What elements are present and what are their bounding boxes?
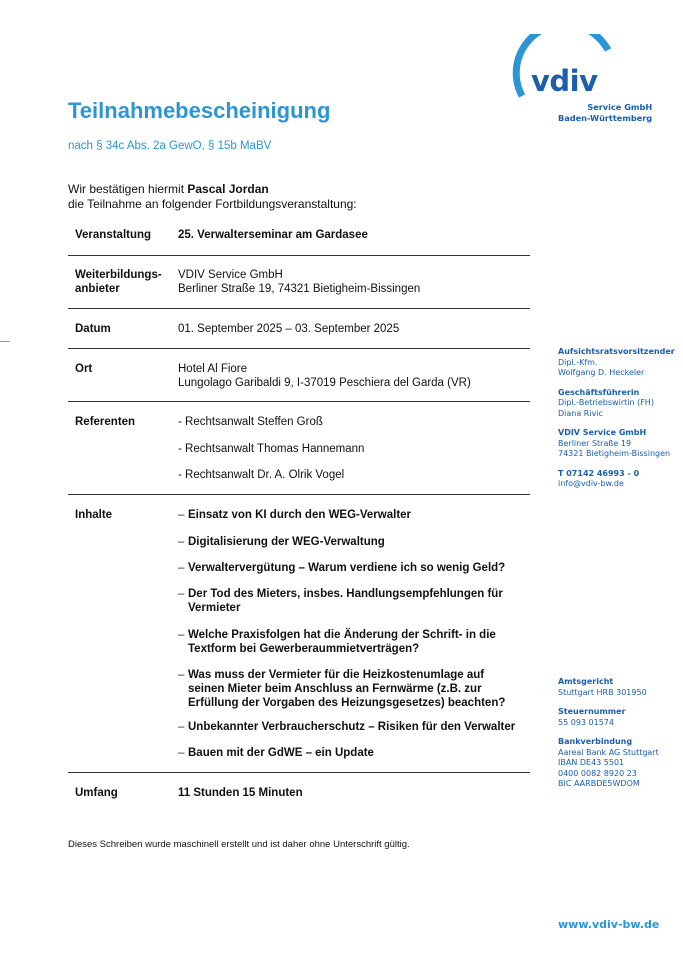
divider: [68, 308, 530, 309]
sidebar-line: Dipl.-Kfm.: [558, 357, 598, 367]
sidebar-line: Stuttgart HRB 301950: [558, 687, 647, 697]
sidebar-line: Dipl.-Betriebswirtin (FH): [558, 398, 654, 407]
divider: [68, 772, 530, 773]
label-veranstaltung: Veranstaltung: [75, 229, 152, 241]
topic-dash: –: [178, 721, 185, 733]
sidebar-line: IBAN DE43 5501: [558, 758, 625, 767]
sidebar-heading: T 07142 46993 - 0: [558, 468, 640, 478]
sidebar-heading: Amtsgericht: [558, 677, 614, 686]
label-anbieter: [75, 268, 162, 296]
sidebar-block: [558, 347, 675, 379]
topic-line: seinen Mieter beim Anschluss an Fernwärme (z.B. zur: [188, 683, 482, 695]
provider-address: Berliner Straße 19, 74321 Bietigheim-Bissingen: [178, 283, 421, 295]
topic-line: Bauen mit der GdWE – ein Update: [188, 747, 374, 759]
sidebar-block: [558, 388, 675, 420]
topic-text: [188, 535, 385, 549]
event-name: 25. Verwalterseminar am Gardasee: [178, 229, 368, 241]
participant-name: Pascal Jordan: [187, 182, 269, 196]
topic-item: [178, 535, 523, 549]
sidebar-line: info@vdiv-bw.de: [558, 479, 624, 488]
topic-text: [188, 508, 411, 522]
topic-text: [188, 668, 505, 710]
speaker-item: - Rechtsanwalt Thomas Hannemann: [178, 443, 365, 455]
sidebar-heading: Steuernummer: [558, 707, 626, 716]
topic-item: [178, 720, 523, 734]
topic-item: [178, 587, 523, 615]
label-ort: Ort: [75, 363, 93, 375]
topic-line: Was muss der Vermieter für die Heizkostenumlage auf: [188, 669, 485, 681]
label-datum: Datum: [75, 323, 111, 335]
topic-text: [188, 746, 374, 760]
venue-address: Lungolago Garibaldi 9, I-37019 Peschiera del Garda (VR): [178, 377, 471, 389]
logo-subtitle: [558, 102, 652, 124]
label-referenten: Referenten: [75, 416, 136, 428]
divider: [68, 494, 530, 495]
value-umfang: [178, 786, 303, 800]
topic-item: [178, 746, 523, 760]
label-anbieter-line1: Weiterbildungs-: [75, 269, 162, 281]
intro-line2: die Teilnahme an folgender Fortbildungsveranstaltung:: [68, 197, 357, 211]
sidebar-line: BIC AARBDE5WDOM: [558, 779, 640, 788]
topic-line: Vermieter: [188, 602, 241, 614]
topic-dash: –: [178, 629, 185, 641]
sidebar-heading: Bankverbindung: [558, 737, 633, 746]
footer-note: Dieses Schreiben wurde maschinell erstellt und ist daher ohne Unterschrift gültig.: [68, 839, 410, 850]
topic-dash: –: [178, 509, 185, 521]
fold-mark: [0, 341, 10, 342]
sidebar-block: [558, 428, 675, 460]
sidebar-heading: Aufsichtsratsvorsitzender: [558, 347, 675, 356]
logo-sub-line1: Service GmbH: [587, 102, 653, 112]
value-anbieter: [178, 268, 420, 296]
sidebar-line: 0400 0082 8920 23: [558, 768, 637, 778]
sidebar-heading: VDIV Service GmbH: [558, 428, 647, 437]
topic-text: [188, 587, 503, 615]
topic-dash: –: [178, 669, 185, 681]
intro-prefix: Wir bestätigen hiermit: [68, 182, 188, 196]
divider: [68, 348, 530, 349]
venue-name: Hotel Al Fiore: [178, 363, 248, 375]
divider: [68, 255, 530, 256]
provider-name: VDIV Service GmbH: [178, 269, 283, 281]
topic-dash: –: [178, 536, 185, 548]
value-veranstaltung: [178, 228, 368, 242]
divider: [68, 401, 530, 402]
intro-text: [68, 182, 357, 212]
topic-item: [178, 508, 523, 522]
topic-text: [188, 628, 496, 656]
sidebar-line: Aareal Bank AG Stuttgart: [558, 747, 659, 757]
speaker-item: - Rechtsanwalt Steffen Groß: [178, 416, 323, 428]
topic-item: [178, 628, 523, 656]
page-title: Teilnahmebescheinigung: [68, 98, 331, 123]
topic-dash: –: [178, 747, 185, 759]
logo-sub-line2: Baden-Württemberg: [558, 113, 653, 123]
vdiv-logo: [510, 34, 653, 126]
topic-line: Verwaltervergütung – Warum verdiene ich so wenig Geld?: [188, 562, 506, 574]
topic-line: Der Tod des Mieters, insbes. Handlungsempfehlungen für: [188, 588, 503, 600]
topic-line: Digitalisierung der WEG-Verwaltung: [188, 536, 385, 548]
value-datum: 01. September 2025 – 03. September 2025: [178, 323, 400, 335]
topic-text: [188, 561, 505, 575]
topic-item: [178, 561, 523, 575]
topic-line: Einsatz von KI durch den WEG-Verwalter: [188, 509, 412, 521]
topic-item: [178, 668, 523, 710]
label-umfang: Umfang: [75, 787, 118, 799]
sidebar-heading: Geschäftsführerin: [558, 387, 640, 397]
sidebar-block: [558, 677, 659, 698]
page-subtitle: nach § 34c Abs. 2a GewO, § 15b MaBV: [68, 140, 272, 152]
sidebar-line: Wolfgang D. Heckeler: [558, 368, 645, 377]
value-ort: [178, 362, 471, 390]
sidebar-block: [558, 707, 659, 728]
topic-dash: –: [178, 588, 185, 600]
sidebar-registration-info: [558, 677, 659, 799]
sidebar-company-info: [558, 347, 675, 499]
sidebar-line: Diana Rivic: [558, 408, 603, 418]
topic-text: [188, 720, 515, 734]
sidebar-line: Berliner Straße 19: [558, 438, 632, 448]
website-link[interactable]: www.vdiv-bw.de: [558, 918, 660, 931]
label-inhalte: Inhalte: [75, 509, 113, 521]
speaker-item: - Rechtsanwalt Dr. A. Olrik Vogel: [178, 469, 345, 481]
sidebar-block: [558, 469, 675, 490]
label-anbieter-line2: anbieter: [75, 283, 120, 295]
sidebar-line: 55 093 01574: [558, 717, 614, 727]
topic-line: Welche Praxisfolgen hat die Änderung der Schrift- in die: [188, 629, 496, 641]
sidebar-line: 74321 Bietigheim-Bissingen: [558, 449, 671, 458]
topic-dash: –: [178, 562, 185, 574]
topic-line: Unbekannter Verbraucherschutz – Risiken für den Verwalter: [188, 721, 516, 733]
duration: 11 Stunden 15 Minuten: [178, 787, 303, 799]
topic-line: Textform bei Gewerberaummietverträgen?: [188, 643, 420, 655]
sidebar-block: [558, 737, 659, 790]
topic-line: Erfüllung der Vorgaben des Heizungsgesetzes) beachten?: [188, 697, 506, 709]
logo-wordmark: vdiv: [531, 64, 598, 98]
